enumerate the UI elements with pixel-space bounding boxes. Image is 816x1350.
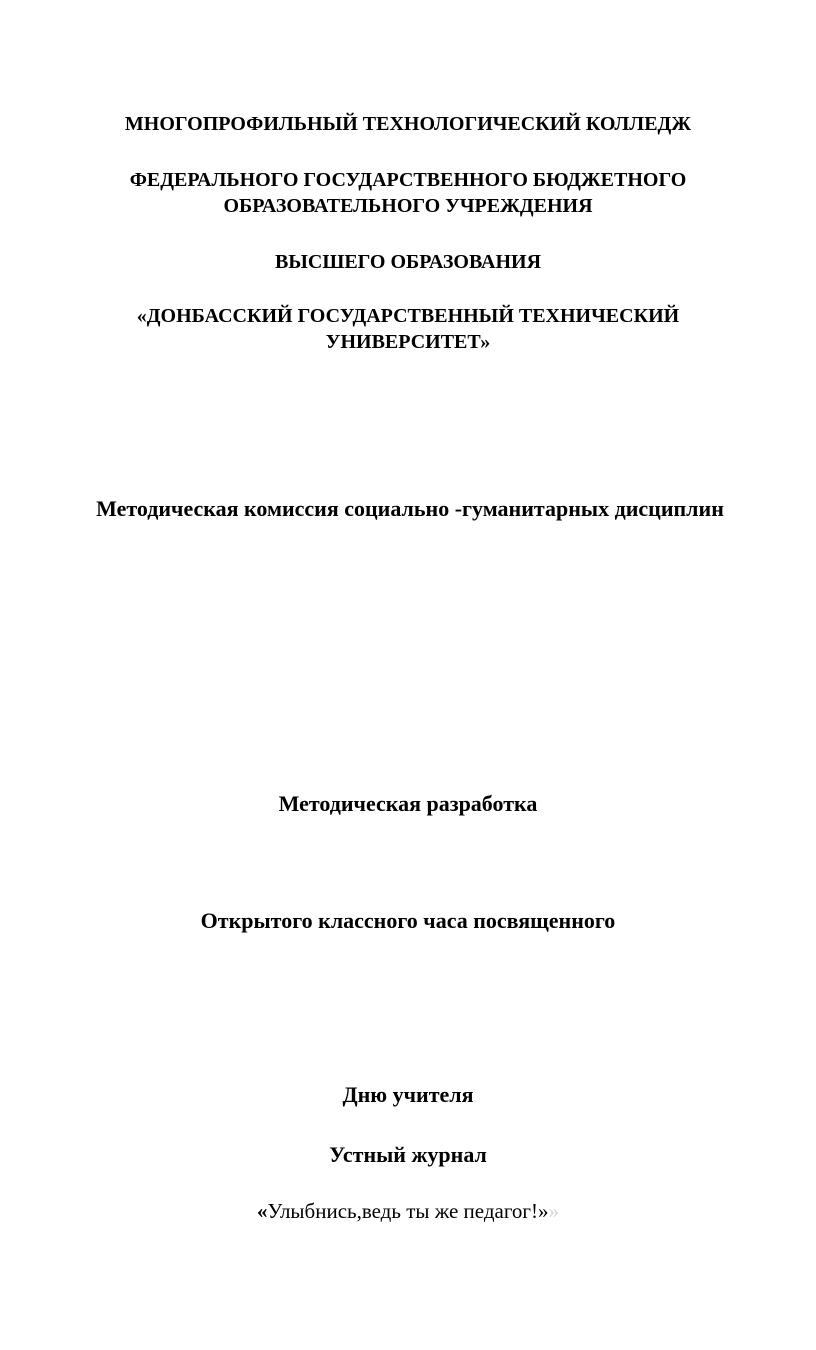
institution-line-3: ВЫСШЕГО ОБРАЗОВАНИЯ	[274, 251, 542, 273]
motto-open-quote: «	[256, 1199, 268, 1223]
event-title-line-1: Открытого классного часа посвященного	[200, 908, 616, 933]
university-name-line-2: УНИВЕРСИТЕТ»	[325, 331, 491, 353]
college-name: МНОГОПРОФИЛЬНЫЙ ТЕХНОЛОГИЧЕСКИЙ КОЛЛЕДЖ	[124, 113, 692, 135]
institution-line-1: ФЕДЕРАЛЬНОГО ГОСУДАРСТВЕННОГО БЮДЖЕТНОГО	[129, 169, 687, 191]
motto-text: Улыбнись,ведь ты же педагог!»	[267, 1199, 549, 1223]
motto	[0, 1201, 816, 1222]
event-title-line-2: Дню учителя	[342, 1082, 474, 1107]
university-name-line-1: «ДОНБАССКИЙ ГОСУДАРСТВЕННЫЙ ТЕХНИЧЕСКИЙ	[136, 305, 680, 327]
institution-line-2: ОБРАЗОВАТЕЛЬНОГО УЧРЕЖДЕНИЯ	[223, 195, 593, 217]
format-title: Устный журнал	[329, 1142, 487, 1167]
commission-title: Методическая комиссия социально -гуманитарных дисциплин	[96, 496, 724, 521]
motto-trailing-quote: »	[548, 1199, 560, 1223]
document-type: Методическая разработка	[278, 791, 538, 816]
